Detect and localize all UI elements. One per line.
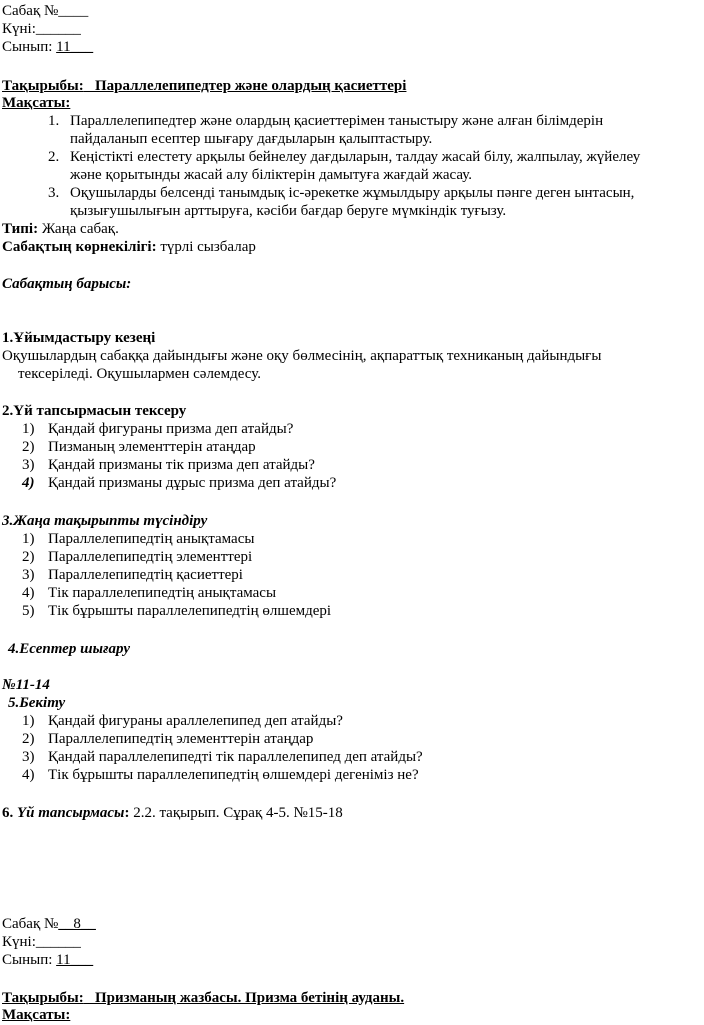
list-number: 4) (22, 475, 35, 491)
section-homework (2, 804, 343, 822)
visuals-label: Сабақтың көрнекілігі: (2, 239, 157, 255)
lesson2-class-value: 11___ (56, 952, 94, 968)
list-number: 5) (22, 603, 35, 619)
class-label: Сынып: (2, 39, 57, 55)
section-organization-text: тексеріледі. Оқушылармен сәлемдесу. (18, 366, 261, 382)
list-item: Қандай призманы дұрыс призма деп атайды? (48, 475, 337, 491)
goals-label: Мақсаты: (2, 95, 71, 111)
lesson-topic (2, 77, 406, 95)
lesson2-class (2, 951, 93, 969)
type-value: Жаңа сабақ. (38, 221, 119, 237)
goal-line: Оқушыларды белсенді танымдық іс-әрекетке жұмылдыру арқылы пәнге деген ынтасын, (70, 185, 635, 201)
list-item: Қандай фигураны призма деп атайды? (48, 421, 294, 437)
goal-number: 3. (48, 185, 60, 201)
list-item: Қандай параллелепипедті тік параллелепипед деп атайды? (48, 749, 423, 765)
type-label: Типі: (2, 221, 39, 237)
section-problems-title: 4.Есептер шығару (8, 641, 130, 657)
homework-label: Үй тапсырмасы (17, 805, 125, 821)
list-item: Тік бұрышты параллелепипедтің өлшемдері дегеніміз не? (48, 767, 419, 783)
lesson2-topic-label: Тақырыбы: (2, 990, 84, 1006)
lesson-visuals (2, 238, 256, 256)
list-item: Қандай фигураны араллелепипед деп атайды? (48, 713, 343, 729)
lesson-number: Сабақ №____ (2, 3, 89, 19)
list-number: 2) (22, 439, 35, 455)
list-number: 2) (22, 731, 35, 747)
lesson2-number-value: __8__ (58, 916, 96, 932)
goal-line: Кеңістікті елестету арқылы бейнелеу дағдыларын, талдау жасай білу, жалпылау, жүйелеу (70, 149, 641, 165)
list-item: Параллелепипедтің анықтамасы (48, 531, 255, 547)
list-number: 1) (22, 421, 35, 437)
topic-label: Тақырыбы: (2, 78, 84, 94)
lesson2-class-label: Сынып: (2, 952, 57, 968)
goal-number: 1. (48, 113, 60, 129)
list-number: 4) (22, 767, 35, 783)
list-item: Параллелепипедтің элементтері (48, 549, 253, 565)
list-number: 3) (22, 457, 35, 473)
list-number: 3) (22, 567, 35, 583)
list-number: 1) (22, 713, 35, 729)
homework-value: 2.2. тақырып. Сұрақ 4-5. №15-18 (129, 805, 343, 821)
lesson-type (2, 220, 119, 238)
lesson2-number (2, 915, 96, 933)
list-item: Қандай призманы тік призма деп атайды? (48, 457, 315, 473)
lesson2-topic-value: Призманың жазбасы. Призма бетінің ауданы. (95, 990, 405, 1006)
list-number: 4) (22, 585, 35, 601)
visuals-value: түрлі сызбалар (156, 239, 256, 255)
homework-number: 6. (2, 805, 14, 821)
goal-line: және қорытынды жасай алу біліктерін дамытуға жағдай жасау. (70, 167, 472, 183)
section-organization-title: 1.Ұйымдастыру кезеңі (2, 330, 156, 346)
lesson2-goals-label: Мақсаты: (2, 1007, 71, 1023)
list-item: Пизманың элементтерін атаңдар (48, 439, 256, 455)
lesson-date: Күні:______ (2, 21, 81, 37)
problem-numbers: №11-14 (2, 677, 50, 693)
lesson-class (2, 38, 93, 56)
goal-line: Параллелепипедтер және олардың қасиеттерімен таныстыру және алған білімдерін (70, 113, 604, 129)
list-number: 1) (22, 531, 35, 547)
section-consolidation-title: 5.Бекіту (8, 695, 66, 711)
class-value: 11___ (56, 39, 94, 55)
homework-colon: : (124, 805, 130, 821)
list-item: Тік бұрышты параллелепипедтің өлшемдері (48, 603, 332, 619)
list-item: Параллелепипедтің элементтерін атаңдар (48, 731, 314, 747)
section-new-topic-title: 3.Жаңа тақырыпты түсіндіру (2, 513, 208, 529)
list-item: Параллелепипедтің қасиеттері (48, 567, 243, 583)
lesson-progress-heading: Сабақтың барысы: (2, 276, 132, 292)
list-item: Тік параллелепипедтің анықтамасы (48, 585, 277, 601)
list-number: 3) (22, 749, 35, 765)
lesson2-date: Күні:______ (2, 934, 81, 950)
goal-line: пайдаланып есептер шығару дағдыларын қалыптастыру. (70, 131, 433, 147)
list-number: 2) (22, 549, 35, 565)
goal-number: 2. (48, 149, 60, 165)
lesson2-number-prefix: Сабақ № (2, 916, 59, 932)
lesson2-topic (2, 989, 404, 1007)
section-organization-text: Оқушылардың сабаққа дайындығы және оқу бөлмесінің, ақпараттық техниканың дайындығы (2, 348, 602, 364)
topic-value: Параллелепипедтер және олардың қасиеттері (95, 78, 407, 94)
section-homework-check-title: 2.Үй тапсырмасын тексеру (2, 403, 187, 419)
goal-line: қызығушылығын арттыруға, кәсіби бағдар беруге мүмкіндік туғызу. (70, 203, 507, 219)
